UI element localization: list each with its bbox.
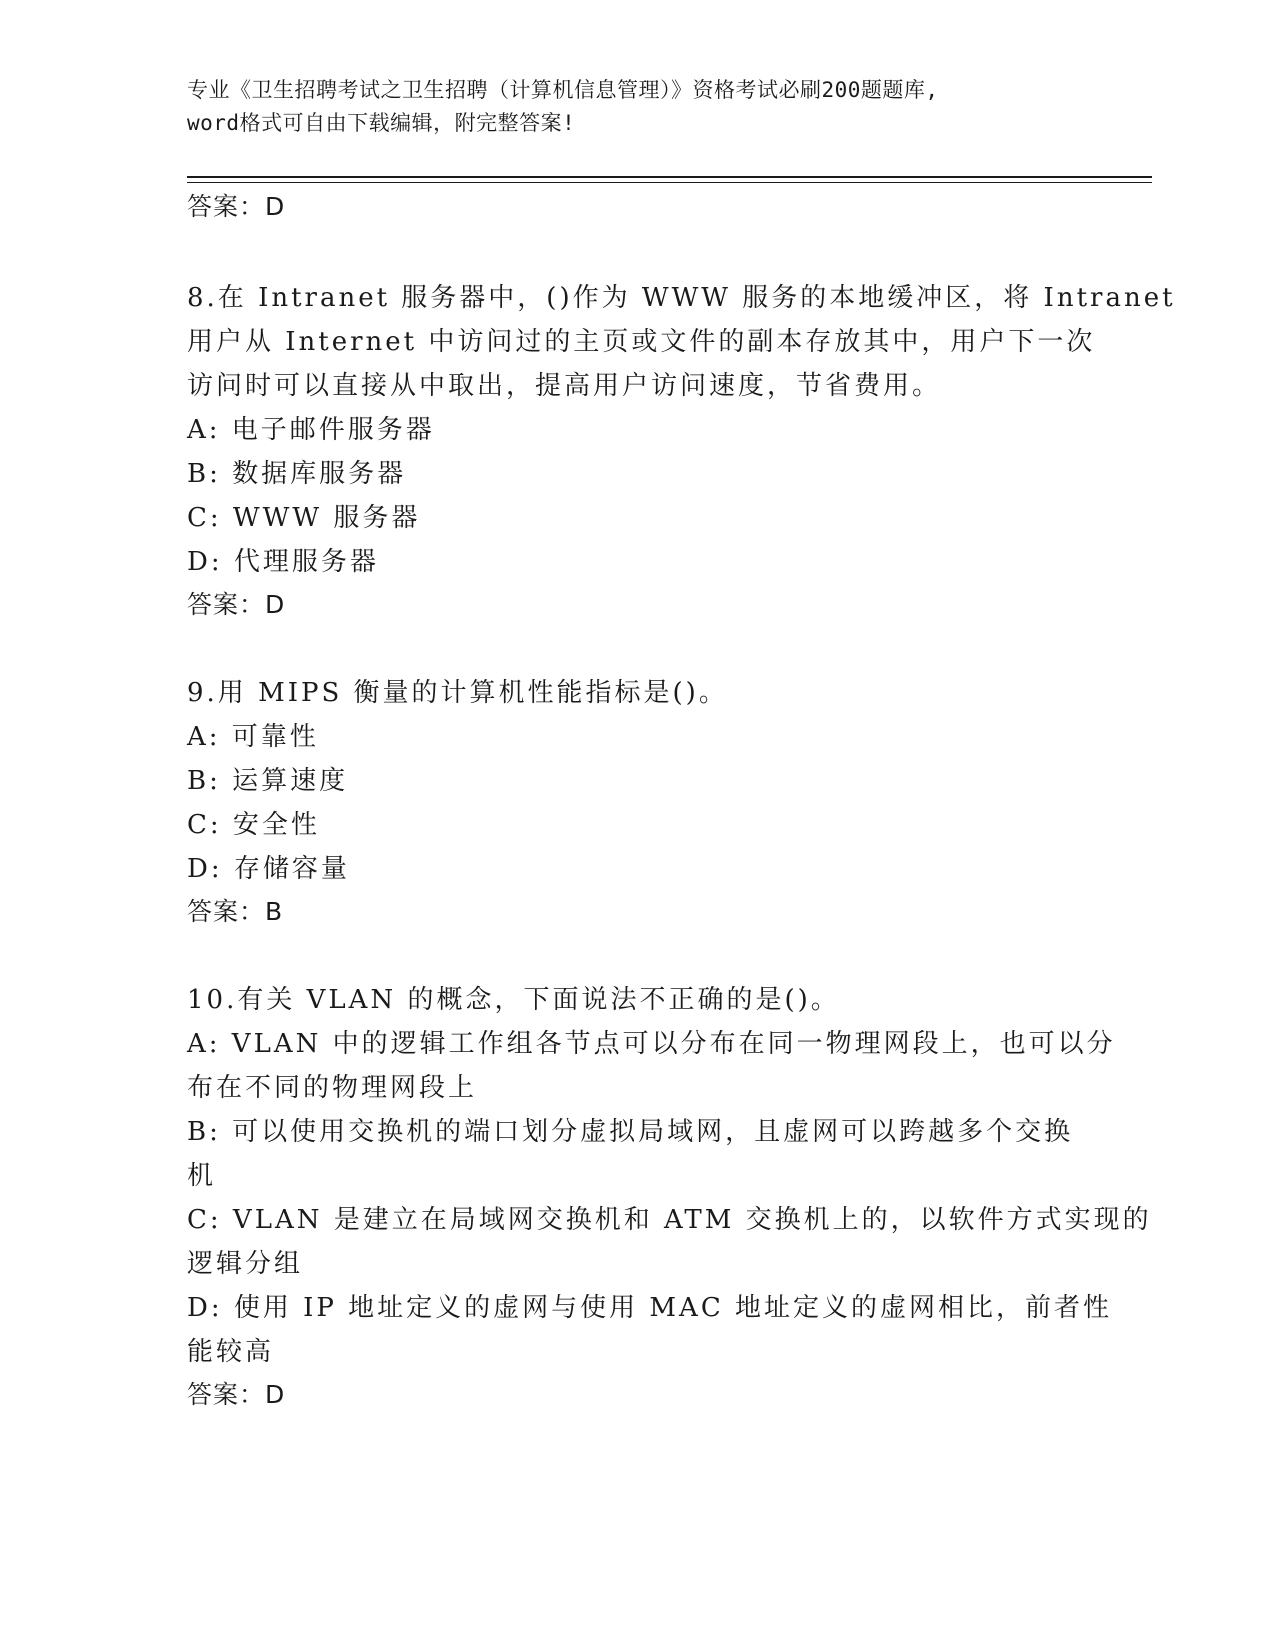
header-line-1: 专业《卫生招聘考试之卫生招聘（计算机信息管理）》资格考试必刷200题题库, — [187, 78, 939, 102]
question-8-stem-line-2: 用户从 Internet 中访问过的主页或文件的副本存放其中，用户下一次 — [187, 327, 1096, 357]
question-9-stem-line-1: 9.用 MIPS 衡量的计算机性能指标是()。 — [187, 678, 728, 708]
answer-q10: 答案：D — [187, 1380, 286, 1409]
header-divider-thin — [187, 182, 1152, 183]
answer-q8: 答案：D — [187, 590, 286, 619]
answer-q7: 答案：D — [187, 192, 286, 221]
question-10-option-c-line-1: C: VLAN 是建立在局域网交换机和 ATM 交换机上的，以软件方式实现的 — [187, 1205, 1152, 1235]
question-10-option-a-line-1: A: VLAN 中的逻辑工作组各节点可以分布在同一物理网段上，也可以分 — [187, 1029, 1116, 1059]
question-9-option-a: A: 可靠性 — [187, 722, 319, 752]
question-10-option-d-line-2: 能较高 — [187, 1337, 275, 1367]
question-8-stem-line-1: 8.在 Intranet 服务器中，()作为 WWW 服务的本地缓冲区，将 Intranet — [187, 283, 1176, 313]
question-10-option-b-line-1: B: 可以使用交换机的端口划分虚拟局域网，且虚网可以跨越多个交换 — [187, 1117, 1074, 1147]
question-9-option-b: B: 运算速度 — [187, 766, 349, 796]
question-8-option-a: A: 电子邮件服务器 — [187, 415, 435, 445]
question-10-option-b-line-2: 机 — [187, 1161, 217, 1191]
header-divider — [187, 176, 1152, 178]
question-10-option-a-line-2: 布在不同的物理网段上 — [187, 1073, 478, 1103]
question-10-option-d-line-1: D: 使用 IP 地址定义的虚网与使用 MAC 地址定义的虚网相比，前者性 — [187, 1293, 1112, 1323]
header-line-2: word格式可自由下载编辑，附完整答案! — [187, 111, 576, 135]
question-10-option-c-line-2: 逻辑分组 — [187, 1249, 304, 1279]
question-8-stem-line-3: 访问时可以直接从中取出，提高用户访问速度，节省费用。 — [187, 371, 942, 401]
question-9-option-d: D: 存储容量 — [187, 854, 350, 884]
document-header — [187, 74, 1087, 140]
question-8-option-c: C: WWW 服务器 — [187, 503, 421, 533]
question-8-option-d: D: 代理服务器 — [187, 547, 379, 577]
question-10-stem-line-1: 10.有关 VLAN 的概念，下面说法不正确的是()。 — [187, 985, 840, 1015]
question-8-option-b: B: 数据库服务器 — [187, 459, 407, 489]
answer-q9: 答案：B — [187, 897, 284, 926]
question-9-option-c: C: 安全性 — [187, 810, 320, 840]
